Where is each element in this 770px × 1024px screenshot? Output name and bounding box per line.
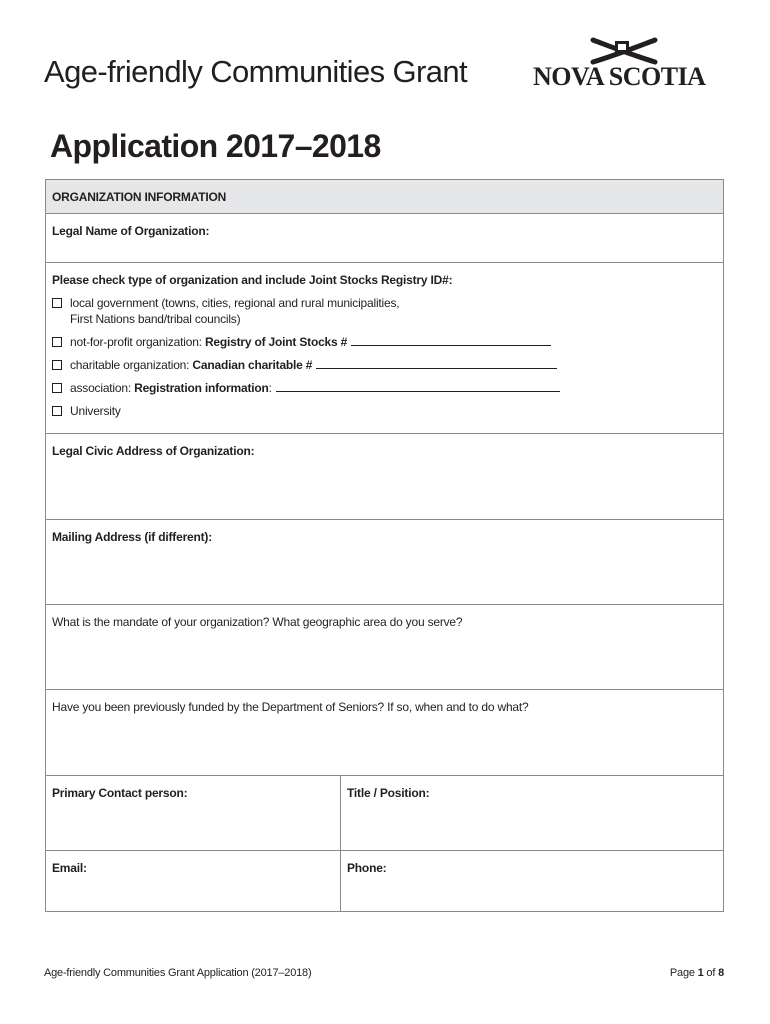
charitable-checkbox[interactable] (52, 360, 62, 370)
option-association (52, 380, 560, 396)
application-title: Application 2017–2018 (50, 128, 381, 164)
page-prefix: Page (669, 967, 698, 979)
legal-name-field[interactable] (46, 214, 723, 263)
mailing-address-field[interactable] (46, 520, 723, 605)
registration-input-line[interactable] (276, 380, 560, 392)
charitable-number-input-line[interactable] (316, 357, 557, 369)
org-type-label: Please check type of organization and include Joint Stocks Registry ID#: (52, 273, 453, 287)
assoc-bold: Registration information (134, 381, 269, 395)
title-position-label: Title / Position: (347, 786, 430, 800)
nfp-prefix: not-for-profit organization: (70, 335, 205, 349)
legal-name-label: Legal Name of Organization: (52, 224, 210, 238)
previous-funding-label: Have you been previously funded by the Department of Seniors? If so, when and to do what? (52, 700, 529, 714)
nova-scotia-logo (533, 36, 728, 92)
email-label: Email: (52, 861, 87, 875)
page-number (670, 967, 724, 979)
title-position-field[interactable] (341, 776, 723, 850)
previous-funding-field[interactable] (46, 690, 723, 776)
mailing-address-label: Mailing Address (if different): (52, 530, 213, 544)
logo-text: NOVA SCOTIA (533, 62, 706, 91)
university-checkbox[interactable] (52, 406, 62, 416)
page-current: 1 (697, 967, 704, 979)
primary-contact-label: Primary Contact person: (52, 786, 188, 800)
assoc-prefix: association: (70, 381, 135, 395)
organization-type-section (46, 263, 723, 434)
charity-bold: Canadian charitable # (192, 358, 313, 372)
email-field[interactable] (46, 851, 341, 911)
mandate-field[interactable] (46, 605, 723, 690)
email-phone-row (46, 851, 723, 911)
option-charitable (52, 357, 560, 373)
option-not-for-profit (52, 334, 560, 350)
charity-prefix: charitable organization: (70, 358, 193, 372)
organization-form (45, 179, 724, 912)
phone-field[interactable] (341, 851, 723, 911)
section-header-text: ORGANIZATION INFORMATION (52, 190, 227, 204)
local-government-checkbox[interactable] (52, 298, 62, 308)
page-total: 8 (718, 967, 724, 979)
joint-stocks-input-line[interactable] (351, 334, 551, 346)
mandate-label: What is the mandate of your organization? What geographic area do you serve? (52, 615, 463, 629)
section-header (46, 180, 723, 214)
phone-label: Phone: (347, 861, 387, 875)
page-of: of (703, 967, 719, 979)
association-checkbox[interactable] (52, 383, 62, 393)
civic-address-label: Legal Civic Address of Organization: (52, 444, 255, 458)
nfp-bold: Registry of Joint Stocks # (204, 335, 348, 349)
primary-contact-field[interactable] (46, 776, 341, 850)
local-gov-line2: First Nations band/tribal councils) (70, 312, 241, 326)
civic-address-field[interactable] (46, 434, 723, 520)
university-label: University (70, 404, 121, 418)
footer-document-name: Age-friendly Communities Grant Application (2017–2018) (44, 967, 312, 979)
assoc-suffix: : (268, 381, 272, 395)
option-local-government (52, 295, 560, 327)
not-for-profit-checkbox[interactable] (52, 337, 62, 347)
document-title: Age-friendly Communities Grant (44, 54, 468, 89)
contact-row (46, 776, 723, 851)
option-university (52, 403, 560, 419)
local-gov-line1: local government (towns, cities, regional and rural municipalities, (70, 296, 400, 310)
org-type-options (52, 295, 560, 426)
